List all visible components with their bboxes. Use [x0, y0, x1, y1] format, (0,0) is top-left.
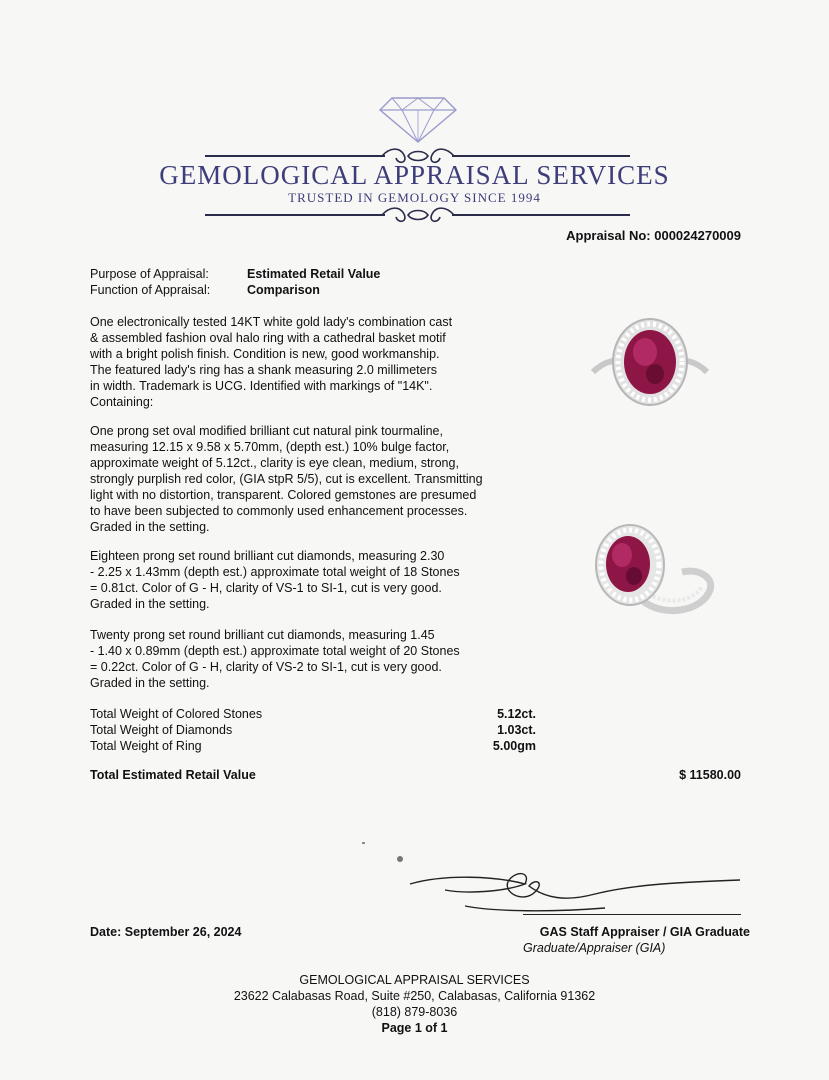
total-ring-weight-value: 5.00gm	[492, 739, 536, 753]
scan-speck	[397, 856, 403, 862]
appraisal-date: Date: September 26, 2024	[90, 925, 242, 939]
diamonds-description-2: Twenty prong set round brilliant cut diamonds, measuring 1.45 - 1.40 x 0.89mm (depth est.) approximate total weight of 20 Stones = 0.22ct. Color of G - H, clarity of VS-2 to SI-1, cut is very good. Graded in the setting.	[90, 628, 460, 690]
retail-value-amount: $ 11580.00	[679, 768, 741, 782]
flourish-ornament-bottom	[378, 204, 458, 226]
signature-scribble	[405, 862, 745, 922]
total-ring-weight-row	[90, 738, 536, 754]
footer-phone: (818) 879-8036	[371, 1005, 458, 1019]
total-colored-stones-value: 5.12ct.	[497, 707, 536, 721]
signature-line	[523, 914, 741, 915]
header-rule-bottom-right	[452, 214, 630, 216]
total-colored-stones-label: Total Weight of Colored Stones	[90, 707, 263, 721]
footer-company: GEMOLOGICAL APPRAISAL SERVICES	[299, 973, 530, 987]
header-rule-top-left	[205, 155, 385, 157]
function-value: Comparison	[247, 283, 320, 297]
page-number: Page 1 of 1	[381, 1021, 448, 1035]
header-rule-bottom-left	[205, 214, 385, 216]
function-row	[90, 282, 320, 298]
footer-address: 23622 Calabasas Road, Suite #250, Calabasas, California 91362	[233, 989, 596, 1003]
purpose-label: Purpose of Appraisal:	[90, 267, 209, 281]
purpose-row	[90, 266, 380, 282]
brand-name: GEMOLOGICAL APPRAISAL SERVICES	[159, 160, 670, 190]
purpose-value: Estimated Retail Value	[247, 267, 381, 281]
tourmaline-description: One prong set oval modified brilliant cut natural pink tourmaline, measuring 12.15 x 9.58 x 5.70mm, (depth est.) 10% bulge factor, approximate weight of 5.12ct., clarity is eye clean, medium, strong, strongly purplish red color, (GIA stpR 5/5), cut is excellent. Transmitting light with no distortion, transparent. Colored gemstones are presumed to have been subjected to commonly used enhancement processes. Graded in the setting.	[90, 424, 483, 534]
appraiser-title: GAS Staff Appraiser / GIA Graduate	[539, 925, 750, 939]
total-ring-weight-label: Total Weight of Ring	[90, 739, 202, 753]
total-diamonds-value: 1.03ct.	[497, 723, 536, 737]
diamond-logo-icon	[378, 92, 458, 144]
retail-value-label: Total Estimated Retail Value	[90, 768, 256, 782]
total-colored-stones-row	[90, 706, 536, 722]
scan-speck	[362, 842, 365, 844]
function-label: Function of Appraisal:	[90, 283, 211, 297]
appraiser-credentials: Graduate/Appraiser (GIA)	[523, 941, 666, 955]
header-rule-top-right	[452, 155, 630, 157]
ring-photo-top-view	[585, 312, 715, 412]
total-diamonds-label: Total Weight of Diamonds	[90, 723, 233, 737]
diamonds-description-1: Eighteen prong set round brilliant cut diamonds, measuring 2.30 - 2.25 x 1.43mm (depth est.) approximate total weight of 18 Stones = 0.81ct. Color of G - H, clarity of VS-1 to SI-1, cut is very good. Graded in the setting.	[90, 549, 460, 611]
ring-description: One electronically tested 14KT white gold lady's combination cast & assembled fashion oval halo ring with a cathedral basket motif with a bright polish finish. Condition is new, good workmanship. The featured lady's ring has a shank measuring 2.0 millimeters in width. Trademark is UCG. Identified with markings of "14K". Containing:	[90, 315, 453, 409]
appraisal-number: Appraisal No: 000024270009	[566, 228, 741, 243]
total-diamonds-row	[90, 722, 536, 738]
ring-photo-side-view	[582, 520, 722, 630]
brand-tagline: TRUSTED IN GEMOLOGY SINCE 1994	[288, 190, 541, 205]
